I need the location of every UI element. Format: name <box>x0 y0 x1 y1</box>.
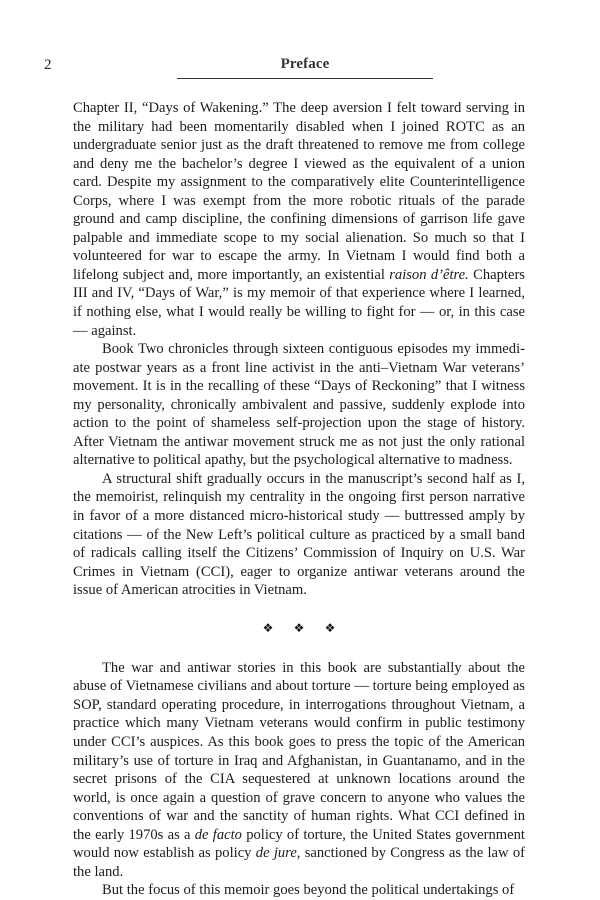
text-run: Book Two chronicles through sixteen contiguous episodes my immediate postwar years as a front line activist in the anti–Vietnam War veterans’ movement. It is in the recalling of these “Days of Reckoning” that I witness my personality, chronically ambivalent and passive, suddenly explode into action to the point of shameless self-projection upon the stage of history. After Vietnam the antiwar movement struck me as not just the only rational alternative to political apathy, but the psychological alternative to madness. <box>73 341 525 469</box>
ornament-diamond-icon: ❖ <box>324 620 336 635</box>
paragraph-continued <box>73 99 525 340</box>
header-rule-divider <box>177 78 433 79</box>
paragraph-structural-shift <box>73 470 525 600</box>
paragraph-book-two <box>73 340 525 470</box>
page-number: 2 <box>44 57 52 73</box>
italic-text-run: raison d’être. <box>389 266 469 283</box>
text-run: The war and antiwar stories in this book are substantially about the abuse of Vietnamese civilians and about torture — torture being employed as SOP, standard operating procedure, in interrogations throughout Vietnam, a practice which many Vietnam veterans would confirm in public testimony under CCI’s auspices. As this book goes to press the topic of the American military’s use of torture in Iraq and Afghanistan, in Guantanamo, and in the secret prisons of the CIA sequestered at unknown locations around the world, is once again a question of grave concern to anyone who values the conventions of war and the sanctity of human rights. What CCI defined in the early 1970s as a <box>73 659 525 843</box>
ornament-diamond-icon: ❖ <box>262 620 274 635</box>
text-run: But the focus of this memoir goes beyond the political undertakings of <box>102 882 515 899</box>
running-head <box>0 53 600 79</box>
section-break <box>73 617 525 639</box>
italic-text-run: de jure <box>255 845 297 862</box>
text-run: , sanctioned by Congress as the law of the land. <box>73 845 525 880</box>
text-run: Chapters III and IV, “Days of War,” is my memoir of that experience where I learned, if nothing else, what I would really be willing to fight for — or, in this case — against. <box>73 266 525 339</box>
text-run: A structural shift gradually occurs in the manuscript’s second half as I, the memoirist, relinquish my centrality in the ongoing first person narrative in favor of a more distanced micro-historical study — buttressed amply by citations — of the New Left’s political culture as practiced by a small band of radicals calling itself the Citizens’ Commission of Inquiry on U.S. War Crimes in Vietnam (CCI), eager to organize antiwar veterans around the issue of American atrocities in Vietnam. <box>73 470 525 599</box>
text-run: policy of torture, the United States government would now establish as policy <box>73 826 525 862</box>
italic-text-run: de facto <box>194 826 242 843</box>
text-run: Chapter II, “Days of Wakening.” The deep aversion I felt toward serving in the military had been momentarily disabled when I joined ROTC as an undergraduate senior just as the draft threatened to remove me from college and deny me the bachelor’s degree I viewed as the equivalent of a union card. Despite my assignment to the comparatively elite Counterintelligence Corps, where I was exempt from the more robotic rituals of the parade ground and camp discipline, the confining dimensions of garrison life gave palpable and immediate scope to my social alienation. So much so that I volunteered for war to escape the army. In Vietnam I would find both a lifelong subject and, more importantly, an existential <box>73 100 525 283</box>
ornament-diamond-icon: ❖ <box>293 620 305 635</box>
running-title: Preface <box>280 56 330 72</box>
paragraph-war-and-antiwar <box>73 659 525 882</box>
paragraph-focus-of-memoir <box>73 881 525 900</box>
body-text <box>73 99 525 900</box>
